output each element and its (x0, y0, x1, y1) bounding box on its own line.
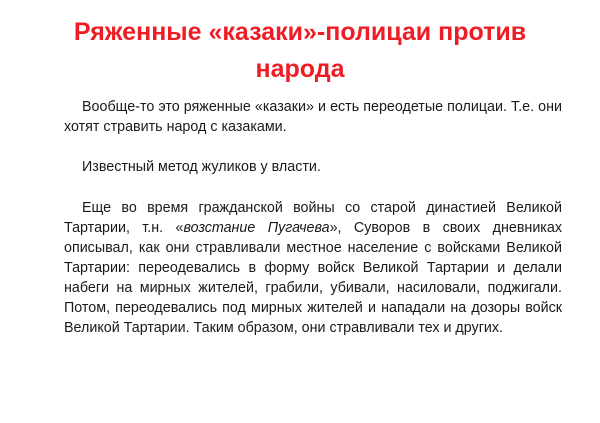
paragraph-3-italic-term: возстание Пугачева (183, 220, 330, 236)
paragraph-3 (64, 198, 562, 338)
paragraph-1: Вообще-то это ряженные «казаки» и есть переодетые полицаи. Т.е. они хотят стравить народ с казаками. (64, 99, 562, 135)
paragraph-2: Известный метод жуликов у власти. (82, 159, 321, 175)
paragraph-3-text-end: », Суворов в своих дневниках описывал, как они стравливали местное население с войсками Великой Тартарии: переодевались в форму войск Великой Тартарии и делали набеги на мирных жителей, грабили, убивали, насиловали, поджигали. Потом, переодевались под мирных жителей и нападали на дозоры войск Великой Тартарии. Таким образом, они стравливали тех и других. (64, 220, 562, 336)
slide-title: Ряженные «казаки»-полицаи против народа (73, 18, 527, 83)
slide-body (64, 97, 562, 338)
paragraph-3-text-start: Еще во время гражданской войны со старой династией Великой Тартарии, т.н. « (64, 200, 562, 236)
